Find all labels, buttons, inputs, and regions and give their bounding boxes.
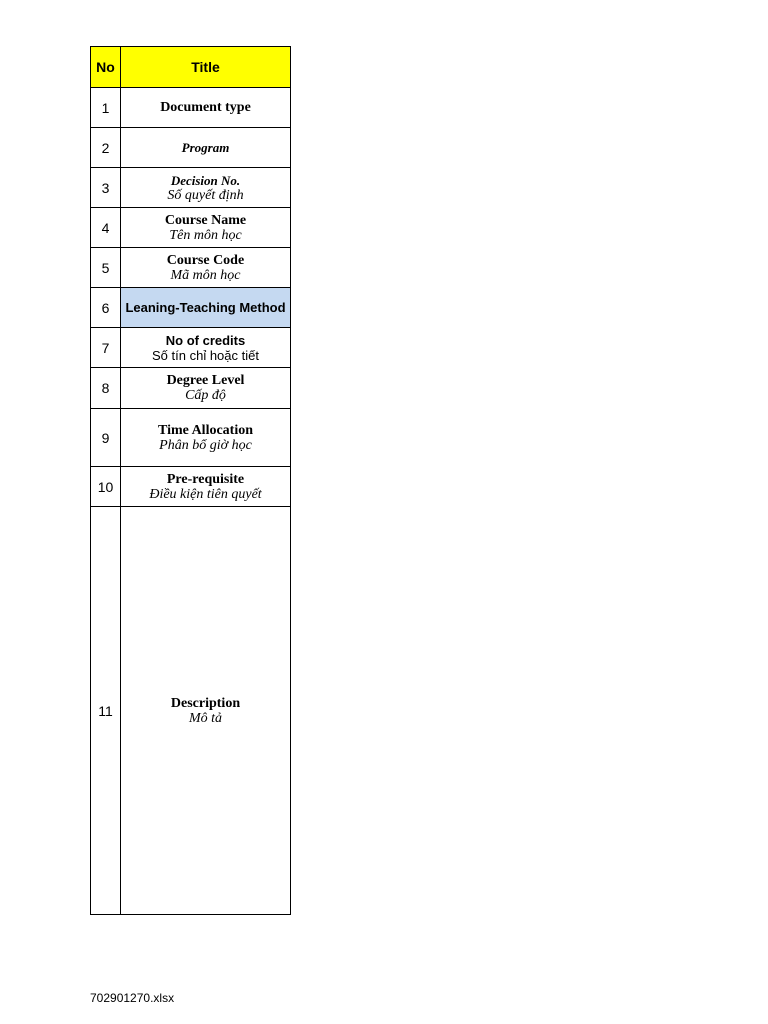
header-no-cell[interactable]: No [91,47,121,88]
row-subtitle: Số quyết định [167,187,244,203]
row-title: Description [170,695,241,711]
row-title: Pre-requisite [166,471,245,487]
table-row [91,368,291,409]
row-subtitle: Số tín chỉ hoặc tiết [152,347,259,363]
header-title-cell[interactable]: Title [121,47,291,88]
table-row [91,168,291,208]
row-title-cell[interactable] [121,208,291,248]
table-row [91,467,291,507]
row-title-cell[interactable] [121,248,291,288]
table-row [91,128,291,168]
row-title: Time Allocation [157,422,254,438]
row-number-cell[interactable]: 6 [91,288,121,328]
row-number-cell[interactable]: 10 [91,467,121,507]
table-row [91,409,291,467]
header-row [91,47,291,88]
row-title-cell[interactable] [121,288,291,328]
row-title: Document type [160,100,251,115]
row-number-cell[interactable]: 7 [91,328,121,368]
footer-filename: 702901270.xlsx [90,991,175,1005]
row-subtitle: Phân bổ giờ học [159,437,252,453]
row-subtitle: Điều kiện tiên quyết [149,486,262,502]
row-number-cell[interactable]: 2 [91,128,121,168]
row-title: Course Name [164,212,247,228]
row-subtitle: Mã môn học [170,267,241,283]
row-title-cell[interactable] [121,88,291,128]
row-number-cell[interactable]: 4 [91,208,121,248]
row-title-cell[interactable] [121,128,291,168]
row-number-cell[interactable]: 11 [91,507,121,915]
row-title: No of credits [165,332,246,348]
row-title-cell[interactable] [121,409,291,467]
row-title: Course Code [166,252,245,268]
spreadsheet-table [90,46,291,915]
row-number-cell[interactable]: 8 [91,368,121,409]
row-title: Program [181,140,230,155]
row-title-cell[interactable] [121,368,291,409]
row-number-cell[interactable]: 1 [91,88,121,128]
row-title: Decision No. [170,172,241,188]
table-row [91,328,291,368]
table-row [91,88,291,128]
row-number-cell[interactable]: 5 [91,248,121,288]
row-subtitle: Mô tả [188,710,223,726]
row-title-cell[interactable] [121,168,291,208]
row-title-cell[interactable] [121,467,291,507]
table-row [91,248,291,288]
row-title-cell[interactable] [121,507,291,915]
row-number-cell[interactable]: 9 [91,409,121,467]
row-subtitle: Tên môn học [169,227,242,243]
row-title: Leaning-Teaching Method [125,300,286,315]
row-title-cell[interactable] [121,328,291,368]
row-subtitle: Cấp độ [185,388,226,403]
table-row [91,507,291,915]
row-number-cell[interactable]: 3 [91,168,121,208]
table-row [91,208,291,248]
table-row [91,288,291,328]
row-title: Degree Level [166,373,245,388]
